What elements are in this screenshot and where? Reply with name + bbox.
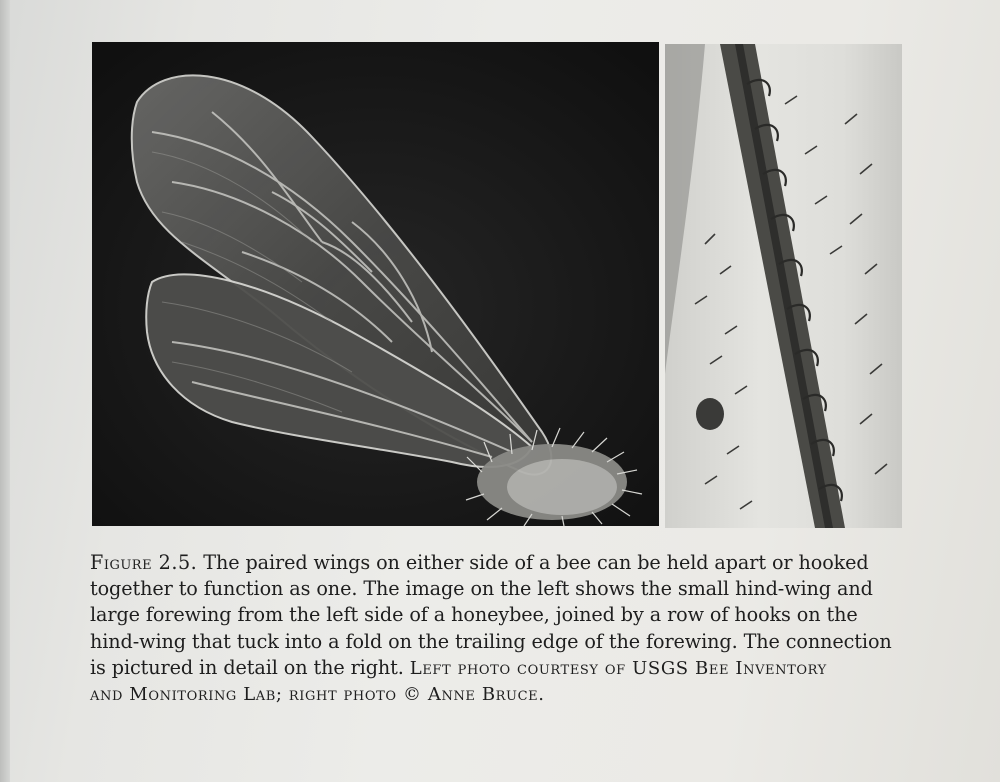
caption-line-4: hind-wing that tuck into a fold on the trailing edge of the forewing. The connection [90, 629, 892, 653]
figure-caption [90, 550, 920, 708]
caption-line-1-text: The paired wings on either side of a bee can be held apart or hooked [197, 551, 869, 574]
caption-line-5-text: is pictured in detail on the right. [90, 655, 410, 679]
page-edge [0, 0, 10, 782]
figure-label: Figure 2.5. [90, 551, 198, 574]
photo-credit-part-2: and Monitoring Lab; right photo © Anne Bruce. [90, 684, 545, 706]
bee-wings-photo [92, 42, 659, 526]
caption-line-1 [90, 550, 920, 576]
caption-line-2: together to function as one. The image on the left shows the small hind-wing and [90, 577, 873, 601]
wing-hooks-detail-photo [665, 44, 902, 528]
caption-line-3: large forewing from the left side of a honeybee, joined by a row of hooks on the [90, 603, 858, 627]
caption-line-5 [90, 655, 920, 682]
dark-spot [696, 398, 724, 430]
photo-credit-part-1: Left photo courtesy of USGS Bee Inventory [409, 657, 827, 679]
